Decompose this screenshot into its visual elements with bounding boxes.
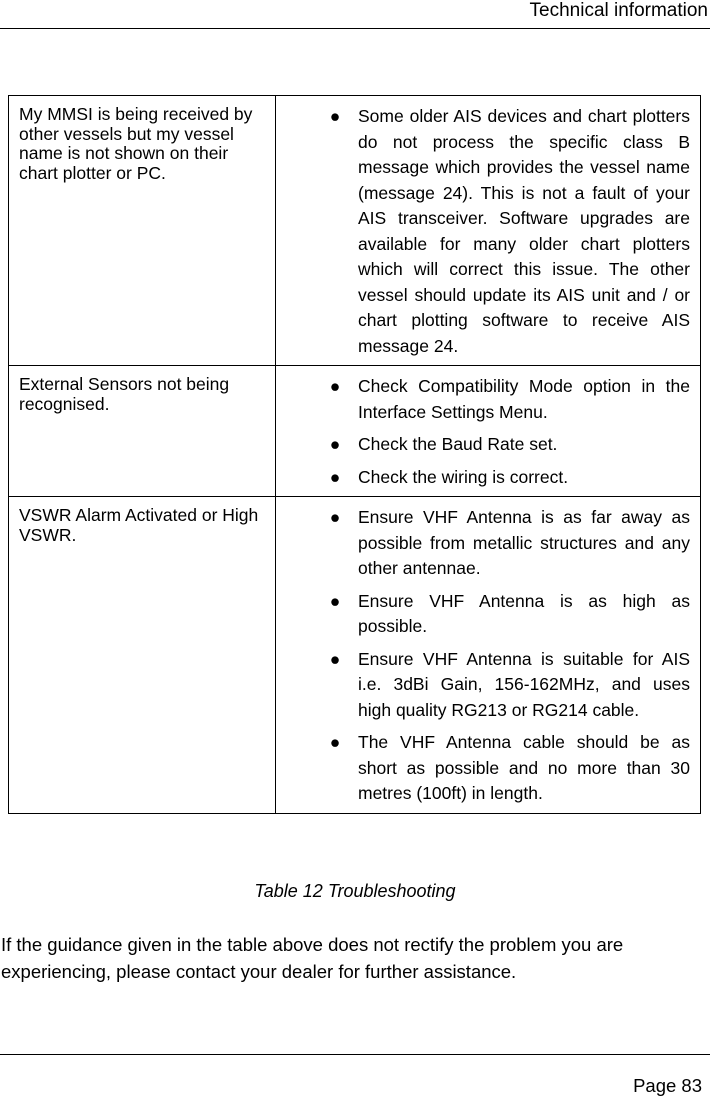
page-number: Page 83 (633, 1075, 702, 1096)
solution-item (286, 647, 690, 724)
table-row (9, 96, 701, 366)
running-header-title: Technical information (529, 0, 708, 21)
table-caption: Table 12 Troubleshooting (254, 881, 456, 901)
bullet-icon: ● (329, 434, 341, 454)
solution-item (286, 505, 690, 582)
solution-text: Check the Baud Rate set. (358, 434, 558, 454)
solution-item (286, 730, 690, 807)
table-row (9, 497, 701, 814)
bullet-icon: ● (329, 466, 341, 487)
solution-text: Ensure VHF Antenna is suitable for AIS i.e. 3dBi Gain, 156-162MHz, and uses high quality RG213 or RG214 cable. (358, 648, 690, 720)
bullet-icon: ● (329, 376, 341, 396)
solution-list (286, 104, 690, 359)
bullet-icon: ● (329, 648, 341, 669)
problem-cell: My MMSI is being received by other vessels but my vessel name is not shown on their chart plotter or PC. (9, 96, 276, 366)
solution-cell (276, 497, 701, 814)
solution-text: Some older AIS devices and chart plotters do not process the specific class B message which provides the vessel name (message 24). This is not a fault of your AIS transceiver. Software upgrades are available for many older chart plotters which will correct this issue. The other vessel should update its AIS unit and / or chart plotting software to receive AIS message 24. (358, 106, 690, 356)
table-row (9, 366, 701, 497)
solution-cell (276, 366, 701, 497)
solution-text: Ensure VHF Antenna is as far away as possible from metallic structures and any other antennae. (358, 507, 690, 578)
bullet-icon: ● (329, 106, 341, 126)
solution-text: Check Compatibility Mode option in the Interface Settings Menu. (358, 376, 690, 422)
footer-divider (0, 1054, 710, 1055)
header-divider (0, 28, 710, 29)
solution-item (286, 374, 690, 425)
solution-item (286, 432, 690, 458)
solution-item (286, 589, 690, 640)
solution-text: The VHF Antenna cable should be as short as possible and no more than 30 metres (100ft) in length. (358, 732, 690, 803)
bullet-icon: ● (329, 732, 341, 752)
bullet-icon: ● (329, 507, 341, 527)
bullet-icon: ● (329, 590, 341, 611)
troubleshooting-table (8, 95, 701, 814)
problem-cell: External Sensors not being recognised. (9, 366, 276, 497)
solution-text: Check the wiring is correct. (358, 466, 569, 487)
solution-list (286, 505, 690, 807)
problem-cell: VSWR Alarm Activated or High VSWR. (9, 497, 276, 814)
body-paragraph: If the guidance given in the table above does not rectify the problem you are experiencing, please contact your dealer for further assistance. (1, 934, 624, 982)
solution-cell (276, 96, 701, 366)
solution-item (286, 465, 690, 491)
solution-text: Ensure VHF Antenna is as high as possible. (358, 590, 690, 636)
solution-item (286, 104, 690, 359)
solution-list (286, 374, 690, 490)
